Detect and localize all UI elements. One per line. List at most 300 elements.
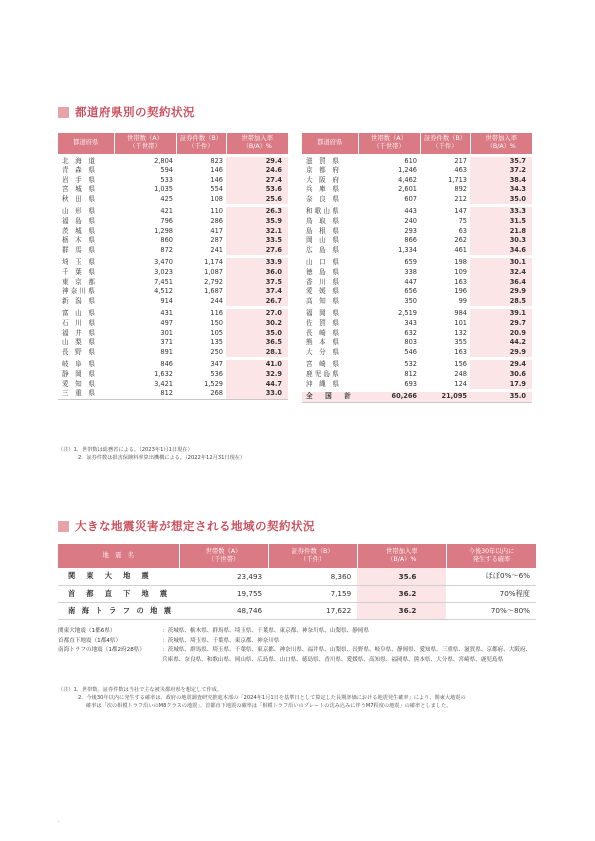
households-value: 240 [404,217,417,226]
households-value: 872 [160,245,173,254]
households-value: 796 [160,217,173,226]
households-value: 7,451 [154,277,173,286]
header-policies: 証券件数（B） （千件） [420,133,470,155]
table-header-row [58,133,288,155]
rate-value: 36.5 [226,338,288,348]
table-row [302,195,532,206]
table-row [58,297,288,308]
households-value: 431 [114,308,176,319]
prefecture-name: 宮 城 県 [62,185,95,194]
prefecture-name: 和 歌 山 県 [302,206,358,217]
rate-value: 41.0 [226,359,288,370]
households-value: 338 [404,268,417,277]
policies-value: 262 [454,236,467,245]
households-value: 656 [404,287,417,296]
prefecture-group [58,206,288,257]
area-row [58,637,534,647]
section-title-earthquake [58,518,315,534]
prefecture-name: 青 森 県 [62,166,95,175]
policies-value: 196 [454,287,467,296]
prefecture-name: 山 形 県 [58,206,114,217]
rate-value: 35.0 [470,391,532,403]
table-row [58,380,288,390]
total-row [302,391,532,403]
rate-value: 32.9 [226,370,288,380]
households-value: 2,601 [398,185,417,194]
policies-value: 105 [210,328,223,337]
rate-value: 38.4 [470,176,532,186]
rate-value: 36.0 [226,268,288,278]
table-row [302,155,532,166]
policies-value: 8,360 [268,568,357,585]
households-value: 693 [404,379,417,388]
area-value: ：茨城県、群馬県、埼玉県、千葉県、東京都、神奈川県、福井県、山梨県、長野県、岐阜県、静岡県、愛知県、三重県、滋賀県、京都府、大阪府、兵庫県、奈良県、和歌山県、岡山県、広島県、山口県、徳島県、香川県、愛媛県、高知県、福岡県、熊本県、大分県、宮崎県、鹿児島県 [162,647,532,663]
header-quake-name: 地 震 名 [58,544,179,568]
table-row [58,206,288,217]
area-row [58,646,534,665]
quake-name: 関 東 大 地 震 [58,568,179,585]
prefecture-name: 福 井 県 [62,328,95,337]
header-rate: 世帯加入率 （B/A）% [226,133,288,155]
prefecture-name: 全 国 計 [302,391,358,403]
rate-value: 17.9 [470,380,532,391]
rate-value: 34.6 [470,246,532,257]
header-policies: 証券件数（B） （千件） [176,133,226,155]
table-row [302,319,532,329]
policies-value: 99 [458,296,467,305]
rate-value: 29.9 [470,287,532,297]
policies-value: 17,622 [268,602,357,619]
table-row [302,338,532,348]
policies-value: 147 [420,206,470,217]
prefecture-group [302,308,532,359]
table-row [302,268,532,278]
prefecture-name: 栃 木 県 [62,236,95,245]
table-row [58,287,288,297]
policies-value: 101 [454,319,467,327]
policies-value: 355 [454,338,467,347]
policies-value: 108 [210,194,223,203]
page-mark: . [58,818,60,824]
households-value: 846 [114,359,176,370]
households-value: 443 [358,206,420,217]
households-value: 546 [404,347,417,356]
table-row [58,278,288,288]
policies-value: 163 [454,347,467,356]
households-value: 3,470 [114,257,176,268]
households-value: 3,421 [154,379,173,388]
table-row [302,217,532,227]
table-row [302,287,532,297]
table-row [302,278,532,288]
rate-value: 31.5 [470,217,532,227]
prefecture-notes [58,446,245,462]
header-households: 世帯数（A） （千世帯） [114,133,176,155]
rate-value: 24.6 [226,166,288,176]
table-row [302,227,532,237]
policies-value: 146 [210,166,223,175]
prefecture-group [302,359,532,391]
policies-value: 1,529 [204,379,223,388]
prefecture-name: 岐 阜 県 [58,359,114,370]
prefecture-group [302,257,532,308]
rate-value: 34.3 [470,185,532,195]
table-row [58,195,288,206]
prefecture-name: 京 都 府 [306,166,339,175]
table-row [58,257,288,268]
households-value: 350 [404,296,417,305]
rate-value: 35.9 [226,217,288,227]
policies-value: 268 [210,389,223,398]
policies-value: 536 [210,369,223,378]
households-value: 914 [160,296,173,305]
note-line: （注）1．世帯数、証券件数は当社で主な被災都府県を想定して作成。 [58,687,223,693]
header-households: 世帯数（A） （千世帯） [358,133,420,155]
policies-value: 244 [210,296,223,305]
policies-value: 554 [210,185,223,194]
households-value: 425 [160,194,173,203]
probability-value: ほぼ0%〜6% [446,568,536,585]
households-value: 1,246 [398,166,417,175]
prefecture-name: 愛 媛 県 [306,287,339,296]
households-value: 421 [114,206,176,217]
rate-value: 20.9 [470,329,532,339]
header-households: 世帯数（A） （千世帯） [179,544,268,568]
earthquake-notes [58,686,536,710]
section-title-text: 大きな地震災害が想定される地域の契約状況 [75,519,315,533]
table-row [302,236,532,246]
quake-name: 首 都 直 下 地 震 [58,585,179,602]
table-row [58,370,288,380]
policies-value: 109 [454,268,467,277]
table-row [58,602,536,619]
policies-value: 75 [458,217,467,226]
policies-value: 250 [210,347,223,356]
policies-value: 286 [210,217,223,226]
table-row [58,359,288,370]
prefecture-group [58,308,288,359]
header-prefecture: 都道府県 [58,133,114,155]
prefecture-name: 宮 崎 県 [302,359,358,370]
policies-value: 110 [176,206,226,217]
policies-value: 135 [210,338,223,347]
table-row [58,348,288,359]
table-row [302,359,532,370]
households-value: 594 [160,166,173,175]
households-value: 803 [404,338,417,347]
policies-value: 21,095 [420,391,470,403]
prefecture-name: 神 奈 川 県 [62,287,95,296]
policies-value: 156 [420,359,470,370]
probability-value: 70%〜80% [446,602,536,619]
area-label: 関東大地震（1都6県） [58,628,116,634]
households-value: 1,334 [398,245,417,254]
header-prefecture: 都道府県 [302,133,358,155]
section-title-text: 都道府県別の契約状況 [75,105,195,119]
households-value: 23,493 [179,568,268,585]
policies-value: 823 [176,155,226,166]
table-header-row [58,544,536,568]
rate-value: 26.3 [226,206,288,217]
table-row [302,246,532,257]
table-row [58,308,288,319]
policies-value: 198 [420,257,470,268]
prefecture-name: 香 川 県 [306,277,339,286]
households-value: 497 [160,319,173,327]
prefecture-name: 長 野 県 [62,347,95,356]
earthquake-table [58,544,536,620]
households-value: 866 [404,236,417,245]
table-row [302,380,532,391]
policies-value: 163 [454,277,467,286]
policies-value: 2,792 [204,277,223,286]
policies-value: 347 [176,359,226,370]
households-value: 371 [160,338,173,347]
table-row [58,585,536,602]
policies-value: 1,087 [204,268,223,277]
prefecture-name: 秋 田 県 [62,194,95,203]
table-row [302,297,532,308]
rate-value: 21.8 [470,227,532,237]
policies-value: 417 [210,226,223,235]
rate-value: 33.5 [226,236,288,246]
policies-value: 150 [210,319,223,327]
title-square-icon [58,521,69,532]
table-row [302,185,532,195]
prefecture-name: 熊 本 県 [306,338,339,347]
rate-value: 37.5 [226,278,288,288]
prefecture-name: 山 口 県 [302,257,358,268]
prefecture-group [58,359,288,399]
table-row [58,227,288,237]
rate-value: 32.1 [226,227,288,237]
policies-value: 7,159 [268,585,357,602]
earthquake-area-list [58,627,534,665]
rate-value: 28.5 [470,297,532,308]
policies-value: 463 [454,166,467,175]
title-square-icon [58,107,69,118]
prefecture-name: 奈 良 県 [306,194,339,203]
note-line: 確率は「次の相模トラフ沿いのM8クラスの地震」、首都直下地震の確率は「相模トラフ沿いのプレートの沈み込みに伴うM7程度の地震」の確率としました。 [86,703,452,709]
table-row [58,389,288,399]
table-row [58,217,288,227]
prefecture-name: 北 海 道 [58,155,114,166]
table-row [302,348,532,359]
households-value: 533 [160,175,173,184]
probability-value: 70%程度 [446,585,536,602]
policies-value: 892 [454,185,467,194]
rate-value: 33.9 [226,257,288,268]
rate-value: 29.7 [470,319,532,329]
policies-value: 124 [454,379,467,388]
policies-value: 132 [454,328,467,337]
rate-value: 39.1 [470,308,532,319]
prefecture-group [302,155,532,206]
prefecture-name: 大 阪 府 [306,175,339,184]
rate-value: 29.4 [226,155,288,166]
prefecture-name: 岡 山 県 [306,236,339,245]
prefecture-name: 石 川 県 [62,319,95,327]
rate-value: 36.4 [470,278,532,288]
households-value: 860 [160,236,173,245]
policies-value: 116 [176,308,226,319]
prefecture-name: 群 馬 県 [62,245,95,254]
policies-value: 1,687 [204,287,223,296]
prefecture-name: 三 重 県 [62,389,95,398]
area-label: 南海トラフの地震（1都2府28県） [58,647,145,653]
prefecture-name: 鳥 取 県 [306,217,339,226]
rate-value: 37.2 [470,166,532,176]
households-value: 632 [404,328,417,337]
rate-value: 27.4 [226,176,288,186]
rate-value: 33.3 [470,206,532,217]
households-value: 343 [404,319,417,327]
policies-value: 212 [454,194,467,203]
table-row [302,166,532,176]
prefecture-name: 沖 縄 県 [306,379,339,388]
prefecture-name: 大 分 県 [306,347,339,356]
rate-value: 27.6 [226,246,288,257]
total-group [302,391,532,403]
prefecture-name: 岩 手 県 [62,175,95,184]
policies-value: 248 [454,369,467,378]
households-value: 659 [358,257,420,268]
prefecture-name: 佐 賀 県 [306,319,339,327]
rate-value: 29.9 [470,348,532,359]
policies-value: 984 [420,308,470,319]
households-value: 4,512 [154,287,173,296]
area-label: 首都直下地震（1都4県） [58,637,122,644]
note-line: （注）1．世帯数は総務省による。（2023年1月1日現在） [58,447,193,453]
prefecture-name: 長 崎 県 [306,328,339,337]
header-policies: 証券件数（B） （千件） [268,544,357,568]
households-value: 293 [404,226,417,235]
prefecture-name: 徳 島 県 [306,268,339,277]
policies-value: 461 [454,245,467,254]
households-value: 4,462 [398,175,417,184]
prefecture-name: 山 梨 県 [62,338,95,347]
prefecture-name: 千 葉 県 [62,268,95,277]
households-value: 60,266 [358,391,420,403]
rate-value: 35.0 [470,195,532,206]
households-value: 1,298 [154,226,173,235]
rate-value: 30.6 [470,370,532,380]
rate-value: 53.6 [226,185,288,195]
prefecture-name: 滋 賀 県 [302,155,358,166]
rate-value: 44.7 [226,380,288,390]
prefecture-group [58,257,288,308]
table-row [58,155,288,166]
households-value: 607 [404,194,417,203]
table-row [58,568,536,585]
prefecture-name: 新 潟 県 [62,296,95,305]
households-value: 532 [358,359,420,370]
area-value: ：茨城県、栃木県、群馬県、埼玉県、千葉県、東京都、神奈川県、山梨県、静岡県 [162,628,369,634]
rate-value: 30.3 [470,236,532,246]
households-value: 891 [160,347,173,356]
households-value: 19,755 [179,585,268,602]
policies-value: 241 [210,245,223,254]
table-header-row [302,133,532,155]
prefecture-name: 富 山 県 [58,308,114,319]
prefecture-name: 島 根 県 [306,226,339,235]
rate-value: 35.6 [357,568,446,585]
rate-value: 35.0 [226,329,288,339]
table-row [58,236,288,246]
rate-value: 29.4 [470,359,532,370]
table-row [58,329,288,339]
policies-value: 1,713 [448,175,467,184]
header-rate: 世帯加入率 （B/A）% [357,544,446,568]
rate-value: 37.4 [226,287,288,297]
quake-name: 南 海 ト ラ フ の 地 震 [58,602,179,619]
prefecture-name: 静 岡 県 [62,369,95,378]
prefecture-name: 広 島 県 [306,245,339,254]
households-value: 447 [404,277,417,286]
table-row [58,185,288,195]
header-probability: 今後30年以内に 発生する確率 [446,544,536,568]
table-row [302,257,532,268]
prefecture-name: 埼 玉 県 [58,257,114,268]
households-value: 2,804 [114,155,176,166]
rate-value: 44.2 [470,338,532,348]
note-line: 2．今後30年以内に発生する確率は、政府の地震調査研究推進本部の「2024年1月1日を基準日として算定した長期評価における地震発生確率」により、関東大地震の [78,695,466,701]
note-line: 2．証券件数は損害保険料率算出機構による。（2022年12月31日現在） [78,455,246,461]
prefecture-group [302,206,532,257]
table-row [302,206,532,217]
table-row [302,370,532,380]
header-rate: 世帯加入率 （B/A）% [470,133,532,155]
prefecture-name: 福 島 県 [62,217,95,226]
area-row [58,627,534,637]
rate-value: 27.0 [226,308,288,319]
policies-value: 217 [420,155,470,166]
households-value: 1,035 [154,185,173,194]
households-value: 301 [160,328,173,337]
prefecture-table-right [302,133,532,403]
table-row [58,246,288,257]
table-row [58,319,288,329]
rate-value: 30.2 [226,319,288,329]
rate-value: 33.0 [226,389,288,399]
prefecture-name: 鹿 児 島 県 [306,369,339,378]
prefecture-name: 東 京 都 [62,277,95,286]
policies-value: 287 [210,236,223,245]
section-title-prefecture [58,104,195,120]
prefecture-group [58,155,288,206]
policies-value: 63 [458,226,467,235]
rate-value: 28.1 [226,348,288,359]
prefecture-name: 福 岡 県 [302,308,358,319]
policies-value: 146 [210,175,223,184]
table-row [58,338,288,348]
prefecture-name: 愛 知 県 [62,379,95,388]
rate-value: 36.2 [357,585,446,602]
households-value: 48,746 [179,602,268,619]
area-value: ：茨城県、埼玉県、千葉県、東京都、神奈川県 [162,637,280,644]
households-value: 812 [160,389,173,398]
households-value: 610 [358,155,420,166]
prefecture-name: 茨 城 県 [62,226,95,235]
table-row [302,329,532,339]
policies-value: 1,174 [176,257,226,268]
rate-value: 25.6 [226,195,288,206]
households-value: 2,519 [358,308,420,319]
table-row [302,308,532,319]
prefecture-name: 兵 庫 県 [306,185,339,194]
rate-value: 36.2 [357,602,446,619]
table-row [58,176,288,186]
